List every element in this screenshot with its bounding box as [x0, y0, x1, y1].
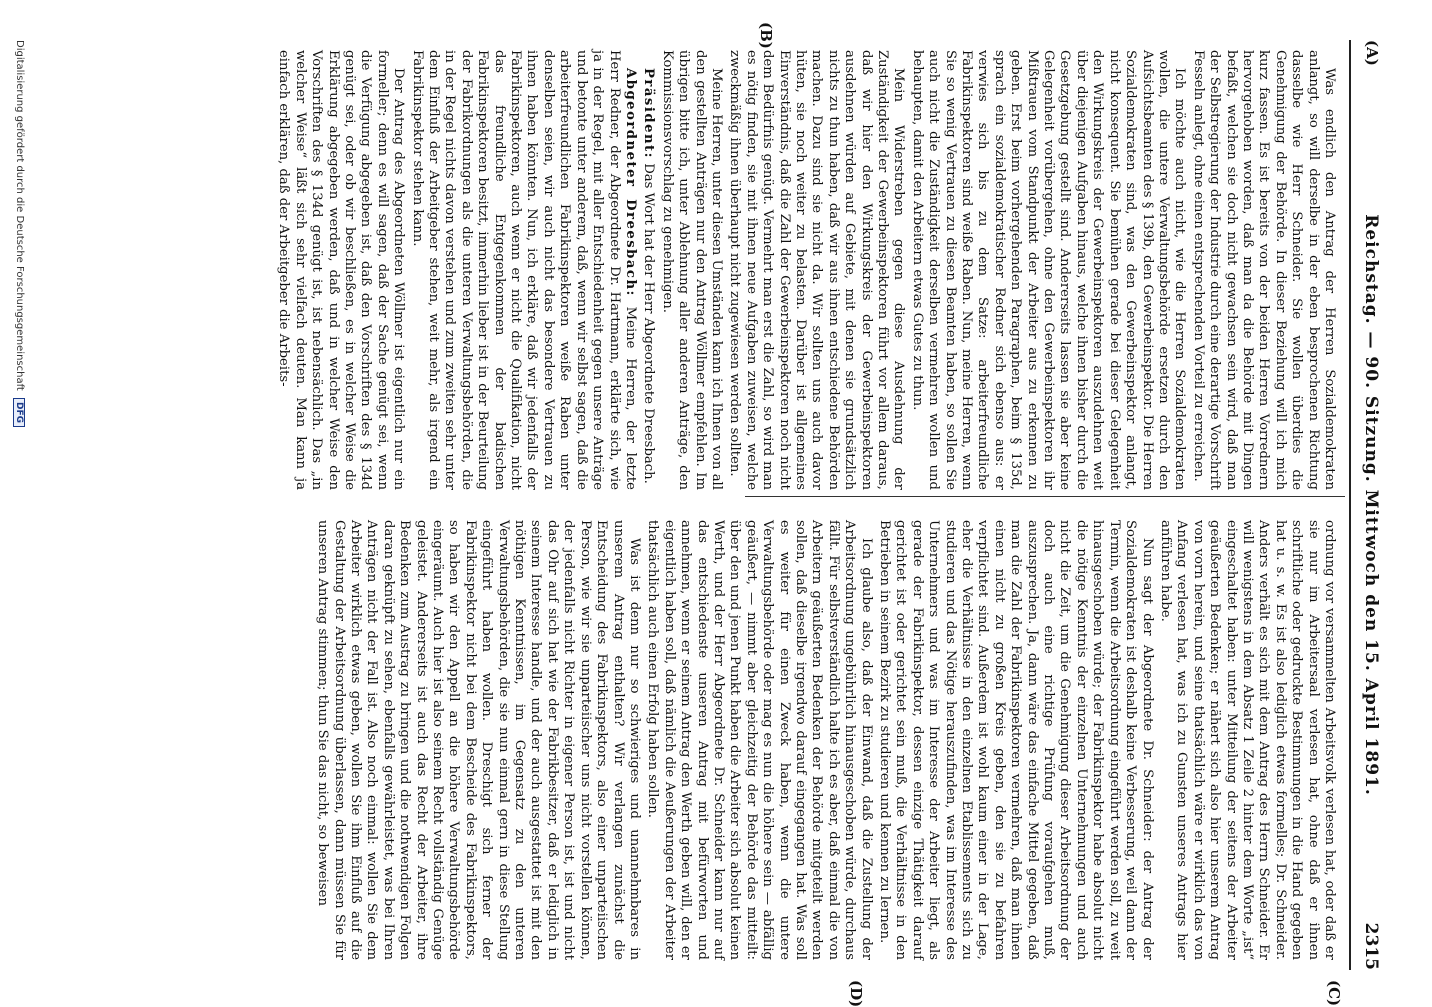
- speaker-text: Meine Herren, der letzte Herr Redner, der Abgeordnete Dr. Hartmann, erklärte sich, wie ja in der Regel, mit aller Entschiedenheit gegen unsere Anträge und betonte unter anderem, daß, wenn wir selbst sagen, daß die arbeiterfreundlichen Fabrikinspektoren weiße Raben unter denselben seien, wir auch nicht das besondere Vertrauen zu ihnen haben könnten. Nun, ich erkläre, daß wir jedenfalls der Fabrikinspektoren, auch wenn er nicht die Qualifikation, nicht das freundliche Entgegenkommen der badischen Fabrikinspektoren besitzt, immerhin lieber ist in der Beurteilung der Fabrikordnungen als die unteren Verwaltungsbehörden, die in der Regel nichts davon verstehen und zum zweiten sehr unter dem Einfluß der Arbeitgeber stehen, weit mehr, als irgend ein Fabrikinspektor stehen kann.: [409, 50, 638, 490]
- speaker-name: Abgeordneter Dreesbach:: [622, 68, 638, 297]
- digitization-credit: [13, 40, 25, 427]
- paragraph: Ich glaube also, daß der Einwand, daß die Zustellung der Arbeitsordnung ungebührlich hinausgeschoben würde, durchaus fällt. Für selbstverständlich halte ich es aber, daß einmal die von Arbeitern geäußerten Bedenken der Behörde mitgeteilt werden sollen, daß dieselbe irgendwo darauf eingegangen hat. Was soll es weiter für einen Zweck haben, wenn die untere Verwaltungsbehörde oder mag es nun die höhere sein — abfällig geäußert, — nimmt aber gleichzeitig der Behörde das mitteilt: über den und jenen Punkt haben die Arbeiter sich absolut keinen Werth, und der Herr Abgeordnete Dr. Schneider kann nur auf das entschiedenste unseren Antrag mit befürworten und annehmen, wenn er seinem Antrag den Werth geben will, den er eigentlich haben soll, daß nämlich die Aeußerungen der Arbeiter thatsächlich auch einen Erfolg haben sollen.: [645, 520, 874, 960]
- column-divider: [745, 496, 1345, 497]
- dfg-logo: DFG: [13, 398, 25, 427]
- paragraph: Nun sagt der Abgeordnete Dr. Schneider: der Antrag der Sozialdemokraten ist deshalb keine Verbesserung, weil dann der Termin, wenn die Arbeitsordnung eingeführt werden soll, zu weit hinausgeschoben würde; der Fabrikinspektor habe absolut nicht die nötige Kenntnis der einzelnen Unternehmungen und auch nicht die Zeit, um die Genehmigung dieser Arbeitsordnung der doch auch eine richtige Prüfung voraufgehen muß, auszusprechen. Ja, dann wäre das einfache Mittel gegeben, daß man die Zahl der Fabrikinspektoren vermehren, daß man ihnen einen nicht zu großen Kreis geben, den sie zu befahren verpflichtet sind. Außerdem ist wohl kaum einer in der Lage, eher die Verhältnisse in den einzelnen Etablissements sich zu studieren und das Nötige herauszufinden, was im Interesse des Unternehmers und was im Interesse der Arbeiter liegt, als gerade der Fabrikinspektor, dessen einzige Thätigkeit darauf gerichtet ist oder gerichtet sein muß, die Verhältnisse in den Betrieben in seinem Bezirk zu studieren und kennen zu lernen.: [877, 520, 1155, 960]
- header-rule: [1349, 40, 1351, 970]
- speaker-name: Präsident:: [641, 68, 657, 160]
- left-column: [273, 50, 1337, 490]
- paragraph: Mein Widerstreben gegen diese Ausdehnung der Zuständigkeit der Gewerbeinspektoren führt vor allem daraus, daß wir hier den Wirkungskreis der Gewerbeinspektoren ausdehnen würden auf Gebiete, mit denen sie grundsätzlich nichts zu thun haben, daß wir aus ihnen entschiedene Behörden machen. Dazu sind sie nicht da. Wir sollten uns auch davor hüten, sie noch weiter zu belasten. Darüber ist allgemeines Einverständnis, daß die Zahl der Gewerbeinspektoren noch nicht dem Bedürfnis genügt. Vermehrt man erst die Zahl, so wird man es nötig finden, sie mit ihnen neue Aufgaben zuweisen, welche zweckmäßig ihnen überhaupt nicht zugewiesen werden sollten.: [727, 50, 907, 490]
- page-number: 2315: [1361, 922, 1381, 970]
- margin-letter-b: (B): [757, 22, 775, 49]
- speaker-paragraph: [408, 50, 638, 490]
- page-header: [1355, 40, 1383, 970]
- paragraph: Was ist denn nur so schwieriges und unannehmbares in unserem Antrag enthalten? Wir verlangen zunächst die Entscheidung des Fabrikinspektors, also einer unparteiischen Person, wie wir sie unparteiischer uns nicht vorstellen können, der jedenfalls nicht Richter in eigener Person ist, ist und nicht das Ohr auf sich hat wie der Fabrikbesitzer, daß er lediglich in seinem Interesse handle, und der auch ausgestattet ist mit den nöthigen Kenntnissen, im Gegensatz zu den unteren Verwaltungsbehörden, die sie nun einmal gern in diese Stellung eingeführt haben wollen. Dreschigt sich ferner der Fabrikinspektor nicht bei dem Bescheide des Fabrikinspektors, so haben wir den Appell an die höhere Verwaltungsbehörde eingeräumt. Auch hier ist also seinem Recht vollständig Genüge geleistet. Andererseits ist auch das Recht der Arbeiter, ihre Bedenken zum Austrag zu bringen und die nothwendigen Folgen daran geknüpft zu sehen, ebenfalls gewährleistet, was bei Ihren Anträgen nicht der Fall ist. Also noch einmal: wollen Sie dem Arbeiter wirklich etwas geben, wollen Sie ihm Einfluß auf die Gestaltung der Arbeitsordnung überlassen, dann müssen Sie für unseren Antrag stimmen; thun Sie das nicht, so beweisen: [315, 520, 642, 960]
- paragraph: Meine Herren, unter diesen Umständen kann ich Ihnen von all den gestellten Anträgen nur den Antrag Wöllmer empfehlen. Im übrigen bitte ich, unter Ablehnung aller anderen Anträge, den Kommissionsvorschlag zu genehmigen.: [659, 50, 724, 490]
- right-column: [312, 520, 1337, 960]
- paragraph: Der Antrag des Abgeordneten Wöllmer ist eigentlich nur ein formeller; denn es will sagen, daß der Sache genügt sei, wenn die Verfügung abgegeben ist, daß den Vorschriften des § 134d genügt sei, oder ob wir beschließen, es in welcher Weise die Erklärung abgegeben werden, daß und in welcher Weise den Vorschriften des § 134d genügt ist, ist nebensächlich. Das „in welcher Weise“ läßt sich sehr vielfach deuten. Man kann ja einfach erklären, daß der Arbeitgeber die Arbeits-: [276, 50, 407, 490]
- paragraph: Was endlich den Antrag der Herren Sozialdemokraten anlangt, so will derselbe in der eben besprochenen Richtung dasselbe wie Herr Schneider. Sie wollen überdies die Genehmigung der Behörde. In dieser Beziehung will ich mich kurz fassen. Es ist bereits von der beiden Herren Vorrednern hervorgehoben worden, daß man da die Behörde mit Dingen befaßt, welchen sie doch nicht gewachsen sein wird, daß man der Selbstregierung der Industrie durch eine derartige Vorschrift Fesseln anlegt, ohne einen entsprechenden Vorteil zu erreichen.: [1190, 50, 1337, 490]
- margin-letter-d: (D): [847, 980, 865, 1007]
- credit-text: Digitalisierung gefördert durch die Deutsche Forschungsgemeinschaft: [14, 40, 25, 391]
- speaker-text: Das Wort hat der Herr Abgeordnete Dreesbach.: [641, 163, 657, 484]
- speaker-paragraph: [640, 50, 656, 490]
- margin-letter-c: (C): [1325, 980, 1343, 1007]
- paragraph: Ich möchte auch nicht, wie die Herren Sozialdemokraten wollen, die untere Verwaltungsbehörde ersetzen durch den Aufsichtsbeamten des § 139b, den Gewerbeinspektor. Die Herren Sozialdemokraten sind, was den Gewerbeinspektor anlangt, nicht konsequent. Sie bemühen gerade bei dieser Gelegenheit den Wirkungskreis der Gewerbeinspektoren auszudehnen weit über diejenigen Aufgaben hinaus, welche ihnen bisher durch die Gesetzgebung gestellt sind. Andererseits lassen sie aber keine Gelegenheit vorübergehen, ohne den Gewerbeinspektoren ihr Mißtrauen vom Standpunkt der Arbeiter aus zu erkennen zu geben. Erst beim vorhergehenden Paragraphen, beim § 135d, sprach ein sozialdemokratischer Redner sich ebenso aus: er verwies sich bis zu dem Satze: arbeiterfreundliche Fabrikinspektoren sind weiße Raben. Nun, meine Herren, wenn Sie so wenig Vertrauen zu diesen Beamten haben, so sollen Sie auch nicht die Zuständigkeit derselben vermehren wollen und behaupten, damit den Arbeitern etwas Gutes zu thun.: [909, 50, 1188, 490]
- running-title: Reichstag. — 90. Sitzung. Mittwoch den 15. April 1891.: [1361, 214, 1381, 796]
- margin-letter-a: (A): [1363, 40, 1381, 66]
- paragraph: ordnung vor versammelten Arbeitsvolk verlesen hat, oder daß er sie nur im Arbeitersaal verlesen hat, ohne daß er ihnen schriftliche oder gedruckte Bestimmungen in die Hand gegeben hat u. s. w. Es ist also lediglich etwas formelles; Dr. Schneider. Anders verhält es sich mit dem Antrag des Herrn Schneider. Er will wenigstens in dem Absatz 1 Zeile 2 hinter dem Worte „ist“ eingeschaltet haben: unter Mitteilung der seitens der Arbeiter geäußerten Bedenken; er nähert sich also hier unserem Antrag von vorn herein, und seine thatsächlich wäre er wirklich das von Anfang verlesen hat, was ich zu Gunsten unseres Antrags hier anführen habe.: [1157, 520, 1337, 960]
